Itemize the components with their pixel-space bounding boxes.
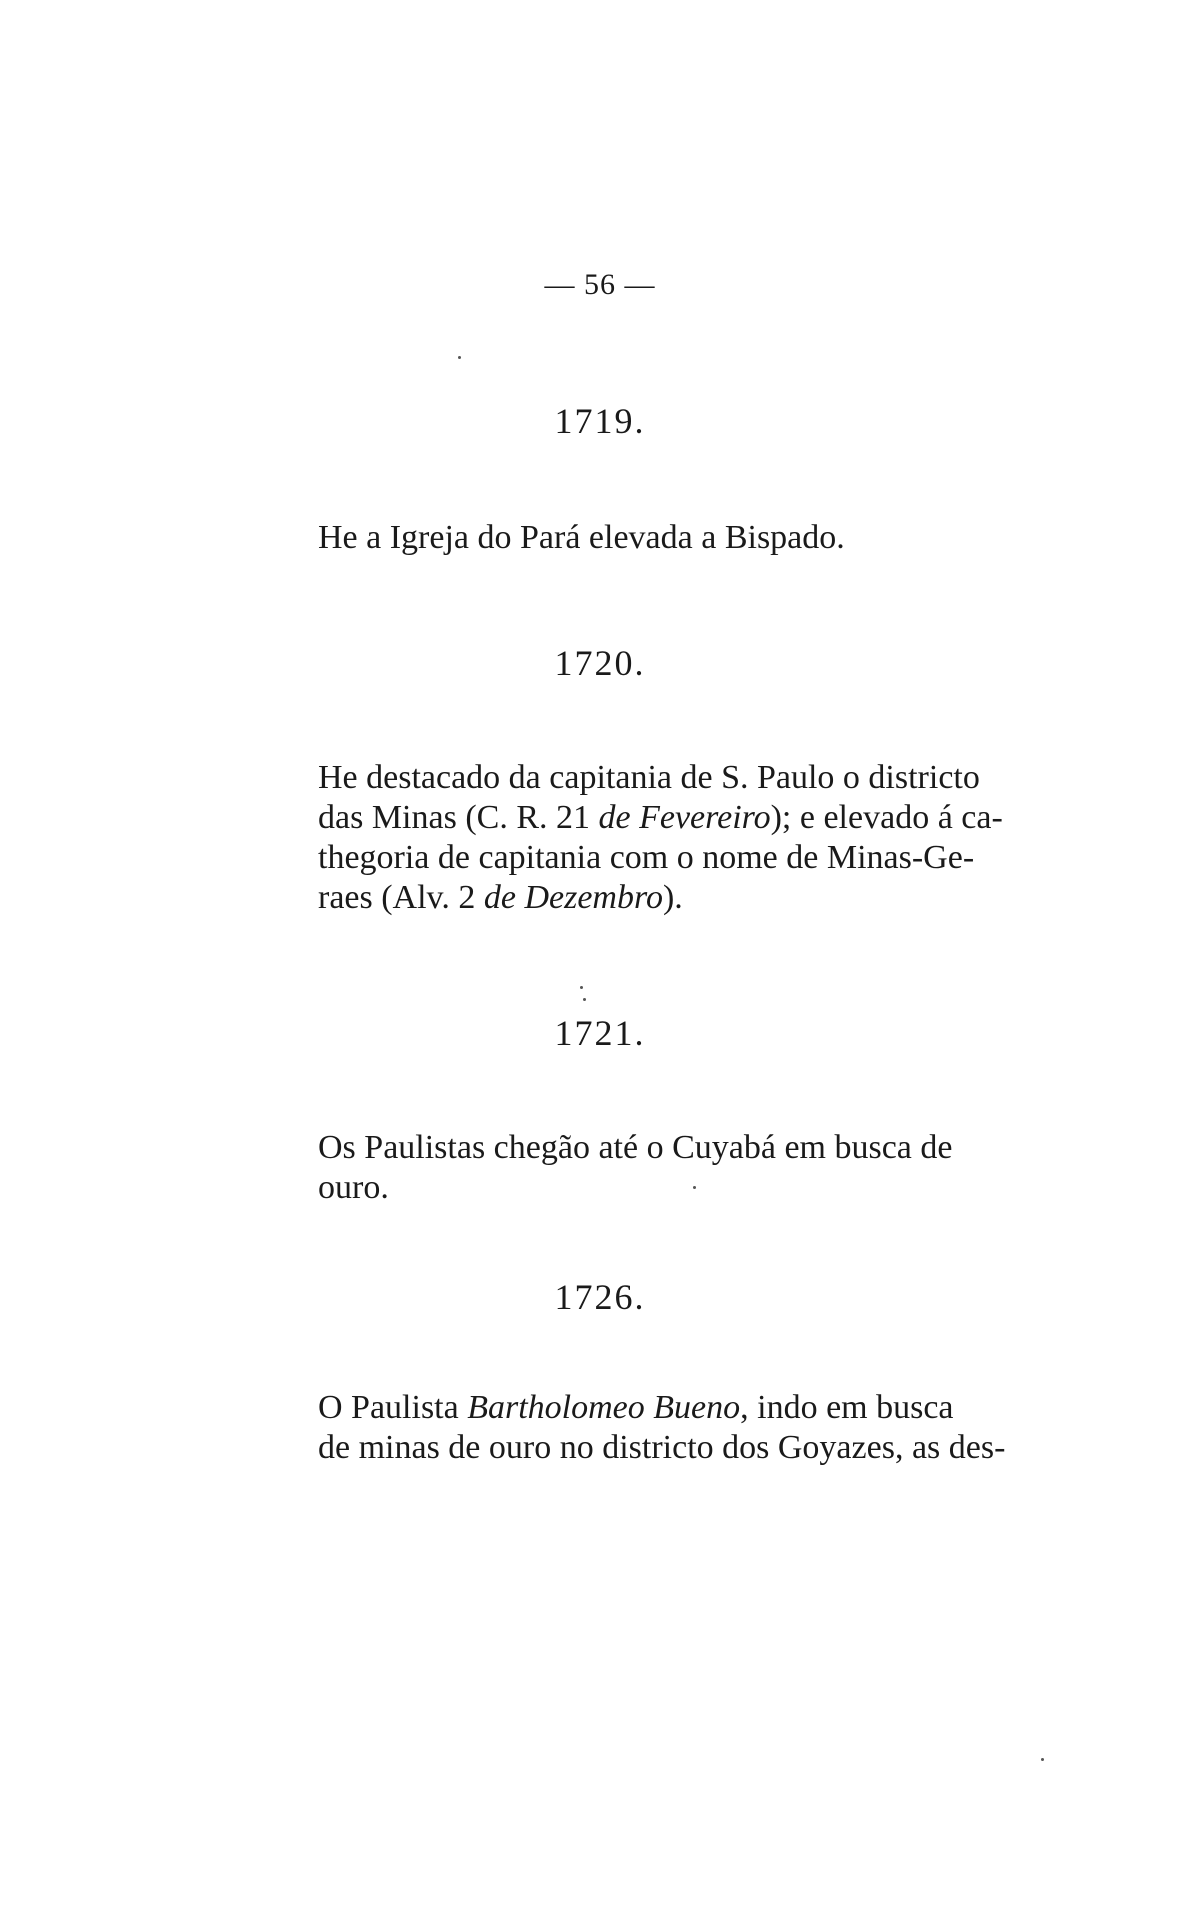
text-run: O Paulista bbox=[318, 1389, 468, 1426]
text-run: ). bbox=[662, 879, 683, 916]
italic-run: de Fevereiro bbox=[598, 799, 771, 836]
italic-run: de Dezembro bbox=[483, 879, 663, 916]
italic-run: Bartholomeo Bueno bbox=[467, 1389, 741, 1426]
entry-paragraph bbox=[318, 518, 944, 558]
scan-speck bbox=[583, 998, 586, 1001]
scan-speck bbox=[458, 356, 461, 359]
year-heading: 1720. bbox=[554, 643, 646, 683]
text-line bbox=[318, 1168, 944, 1208]
text-run: thegoria de capitania com o nome de Minas-Ge- bbox=[318, 839, 975, 876]
entry-paragraph bbox=[318, 1128, 953, 1208]
text-line bbox=[318, 1388, 954, 1428]
year-heading: 1721. bbox=[554, 1013, 646, 1053]
text-line bbox=[318, 878, 944, 918]
year-heading: 1719. bbox=[554, 401, 646, 441]
text-run: raes (Alv. 2 bbox=[318, 879, 484, 916]
year-heading: 1726. bbox=[554, 1277, 646, 1317]
text-run: de minas de ouro no districto dos Goyazes, as des- bbox=[318, 1429, 1006, 1466]
text-run: Os Paulistas chegão até o Cuyabá em busca de bbox=[318, 1129, 953, 1166]
text-run: das Minas (C. R. 21 bbox=[318, 799, 599, 836]
scan-speck bbox=[693, 1186, 696, 1189]
text-line bbox=[318, 1428, 1006, 1468]
text-line bbox=[318, 758, 980, 798]
entry-paragraph bbox=[318, 758, 1003, 918]
scan-speck bbox=[1041, 1758, 1044, 1761]
text-run: He destacado da capitania de S. Paulo o districto bbox=[318, 759, 980, 796]
text-line bbox=[318, 1128, 953, 1168]
scan-speck bbox=[580, 986, 583, 989]
text-line bbox=[318, 798, 1003, 838]
text-run: , indo em busca bbox=[740, 1389, 954, 1426]
entry-paragraph bbox=[318, 1388, 1006, 1468]
text-run: He a Igreja do Pará elevada a Bispado. bbox=[318, 519, 845, 556]
text-run: ouro. bbox=[318, 1169, 389, 1206]
text-run: ); e elevado á ca- bbox=[770, 799, 1003, 836]
text-line bbox=[318, 518, 944, 558]
text-line bbox=[318, 838, 975, 878]
page-number: — 56 — bbox=[544, 268, 656, 301]
